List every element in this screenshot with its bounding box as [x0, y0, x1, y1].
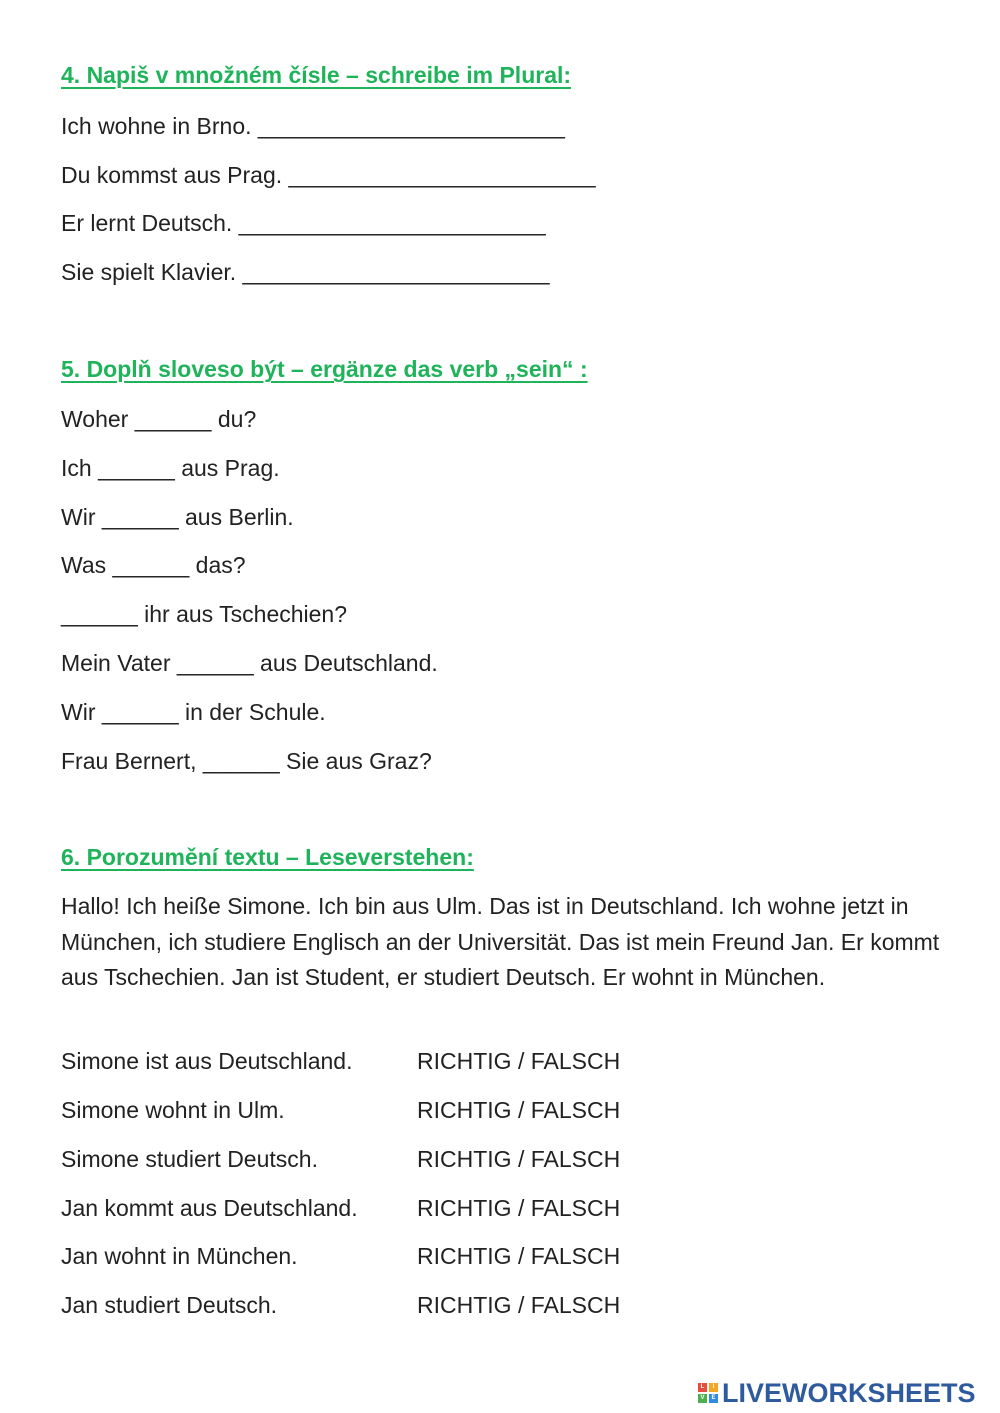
answer-choice[interactable]: RICHTIG / FALSCH [417, 1195, 621, 1221]
logo-letter: I [709, 1383, 718, 1392]
section6-heading: 6. Porozumění textu – Leseverstehen: [61, 844, 474, 870]
answer-choice[interactable]: RICHTIG / FALSCH [417, 1292, 621, 1318]
statement-text: Simone wohnt in Ulm. [61, 1097, 285, 1123]
logo-letter: E [709, 1394, 718, 1403]
answer-choice[interactable]: RICHTIG / FALSCH [417, 1097, 621, 1123]
section5-line[interactable]: Was ______ das? [61, 552, 246, 578]
section5-heading: 5. Doplň sloveso být – ergänze das verb „sein“ : [61, 356, 588, 382]
logo-letter: V [698, 1394, 707, 1403]
section4-line[interactable]: Er lernt Deutsch. ________________________ [61, 210, 546, 236]
logo-mark-icon [698, 1383, 718, 1403]
answer-choice[interactable]: RICHTIG / FALSCH [417, 1146, 621, 1172]
answer-choice[interactable]: RICHTIG / FALSCH [417, 1048, 621, 1074]
section5-line[interactable]: Ich ______ aus Prag. [61, 455, 280, 481]
section5-line[interactable]: Wir ______ in der Schule. [61, 699, 326, 725]
section5-line[interactable]: Woher ______ du? [61, 406, 257, 432]
statement-text: Jan kommt aus Deutschland. [61, 1195, 358, 1221]
section5-line[interactable]: Frau Bernert, ______ Sie aus Graz? [61, 748, 432, 774]
statement-text: Jan wohnt in München. [61, 1243, 298, 1269]
liveworksheets-logo [698, 1378, 976, 1408]
logo-letter: L [698, 1383, 707, 1392]
reading-paragraph: Hallo! Ich heiße Simone. Ich bin aus Ulm. Das ist in Deutschland. Ich wohne jetzt in München, ich studiere Englisch an der Universität. Das ist mein Freund Jan. Er kommt aus Tschechien. Jan ist Student, er studiert Deutsch. Er wohnt in München. [61, 893, 940, 990]
section5-line[interactable]: Mein Vater ______ aus Deutschland. [61, 650, 438, 676]
section4-line[interactable]: Ich wohne in Brno. ________________________ [61, 113, 565, 139]
statement-text: Simone studiert Deutsch. [61, 1146, 318, 1172]
section4-heading: 4. Napiš v množném čísle – schreibe im Plural: [61, 62, 572, 88]
section5-line[interactable]: Wir ______ aus Berlin. [61, 504, 294, 530]
section4-line[interactable]: Sie spielt Klavier. ________________________ [61, 259, 550, 285]
statement-text: Simone ist aus Deutschland. [61, 1048, 353, 1074]
answer-choice[interactable]: RICHTIG / FALSCH [417, 1243, 621, 1269]
section4-line[interactable]: Du kommst aus Prag. ________________________ [61, 162, 596, 188]
logo-text: LIVEWORKSHEETS [722, 1377, 976, 1408]
statement-text: Jan studiert Deutsch. [61, 1292, 278, 1318]
section5-line[interactable]: ______ ihr aus Tschechien? [61, 601, 348, 627]
